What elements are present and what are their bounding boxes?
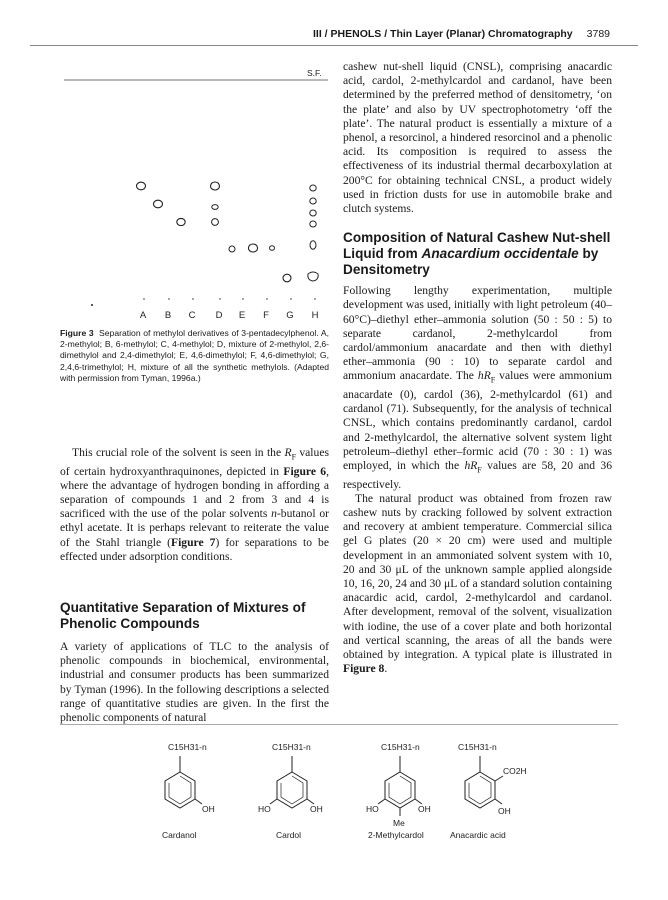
- paragraph-solvent-role: This crucial role of the solvent is seen in the $R_F$ values of certain hydroxyanthraquinones, depicted in Figure 6, where the advantage of hydrogen bonding in affording a separation of compounds 1 and 2 from 3 and 4 is sacrificed with the use of the polar solvents n-butanol or ethyl acetate. It is perhaps relevant to reiterate the value of the Stahl triangle (Figure 7) for separations to be effected under adsorption conditions.: [60, 446, 329, 563]
- lane-label-d: D: [215, 310, 223, 321]
- right-column: [343, 60, 612, 676]
- cardol-oh: OH: [310, 804, 323, 814]
- methylcardol-ho: HO: [366, 804, 379, 814]
- anacardic-chain: C15H31-n: [458, 742, 497, 752]
- paragraph-natural-product: The natural product was obtained from frozen raw cashew nuts by cracking followed by solvent extraction and recovery at ambient temperature. Commercial silica gel G plates (20 × 20 cm) were used and multiple development in an ammoniated solvent system with 10, 20 and 30 μL of the unknown sample applied alongside 10, 16, 20, 24 and 30 μL of a standard solution containing anacardic acid, cardol, 2-methylcardol and cardanol. After development, removal of the solvent, visualization with iodine, the use of a cover plate and both horizontal and vertical scanning, the areas of all the bands were obtained by integration. A typical plate is illustrated in Figure 8.: [343, 491, 612, 676]
- cardol-ring: [277, 772, 307, 808]
- page-number: 3789: [586, 28, 610, 40]
- cardol-ho: HO: [258, 804, 271, 814]
- anacardic-acid-ring: [465, 772, 495, 808]
- paragraph-applications: A variety of applications of TLC to the analysis of phenolic compounds in biochemical, environmental, industrial and consumer products has been summarized by Tyman (1996). In the following descriptions a selected range of quantitative studies are given. In the first the phenolic components of natural: [60, 639, 329, 724]
- lane-label-b: B: [164, 310, 172, 321]
- methylcardol-ring: [385, 772, 415, 808]
- structures-drawing: [140, 734, 560, 844]
- methylcardol-chain: C15H31-n: [381, 742, 420, 752]
- solvent-front-label: S.F.: [307, 68, 322, 78]
- lane-label-g: G: [286, 310, 294, 321]
- section-heading-quantitative: Quantitative Separation of Mixtures of Phenolic Compounds: [60, 599, 306, 631]
- caption-text: Separation of methylol derivatives of 3-pentadecylphenol. A, 2-methylol; B, 6-methylol; C, 4-methylol; D, mixture of 2-methylol, 2,6-dimethylol and 2,4-dimethylol; E, 4,6-dimethylol; F, 4,6-dimethylol; G, 2,4,6-trimethylol; H, mixture of all the synthetic methylols. (Adapted with permission from Tyman, 1996a.): [60, 328, 329, 383]
- figure-divider: [60, 724, 618, 725]
- cardanol-name: Cardanol: [162, 830, 197, 840]
- cardol-name: Cardol: [276, 830, 302, 840]
- cardanol-oh: OH: [202, 804, 215, 814]
- left-column: [60, 60, 329, 725]
- paragraph-cnsl: cashew nut-shell liquid (CNSL), comprising anacardic acid, cardol, 2-methylcardol and cardanol, have been determined by the preferred method of densitometry, ‘on the plate’ and also by UV spectrophotometry ‘off the plate’. The natural product is essentially a mixture of a phenol, a resorcinol, a hindered resorcinol and a phenolic acid. Its composition is required to assess the effectiveness of its industrial thermal decarboxylation at 200°C for obtaining technical CNSL, a product widely used in friction dusts for use in automobile brake and clutch systems.: [343, 60, 612, 216]
- cardanol-chain: C15H31-n: [168, 742, 207, 752]
- header-rule: [30, 45, 638, 46]
- methylcardol-name: 2-Methylcardol: [368, 830, 424, 840]
- figure-3-caption: [60, 328, 329, 384]
- caption-label: Figure 3: [60, 328, 94, 338]
- cardol-chain: C15H31-n: [272, 742, 311, 752]
- lane-label-e: E: [238, 310, 246, 321]
- lane-label-c: C: [188, 310, 196, 321]
- running-head-title: III / PHENOLS / Thin Layer (Planar) Chromatography: [313, 28, 573, 40]
- methylcardol-oh: OH: [418, 804, 431, 814]
- lane-label-f: F: [263, 310, 269, 321]
- anacardic-oh: OH: [498, 806, 511, 816]
- cardanol-ring: [165, 772, 195, 808]
- anacardic-name: Anacardic acid: [450, 830, 506, 840]
- section-heading-composition: Composition of Natural Cashew Nut-shell Liquid from Anacardium occidentale by Densitometry: [343, 230, 611, 278]
- lane-label-a: A: [139, 310, 147, 321]
- paragraph-multiple-development: Following lengthy experimentation, multiple development was used, initially with light petroleum (40–60°C)–diethyl ether–ammonia solution (50 : 50 : 5) to separate cardanol, 2-methylcardol from cardol/ammonium anacardate and then with diethyl ether–ammonia (90 : 10) to separate cardol and ammonium anacardate. The $hR_F$ values were ammonium anacardate (0), cardol (36), 2-methylcardol (61) and cardanol (71). Subsequently, for the analysis of technical CNSL, which contains predominantly cardanol, cardol and 2-methylcardol, the alternative solvent system light petroleum–diethyl ether–formic acid (70 : 30 : 1) was employed, in which the $hR_F$ values are 58, 20 and 36 respectively.: [343, 284, 612, 491]
- chemical-structures: [140, 734, 560, 844]
- running-head: [313, 28, 610, 40]
- lane-label-h: H: [311, 310, 319, 321]
- methylcardol-me: Me: [393, 818, 405, 828]
- anacardic-co2h: CO2H: [503, 766, 527, 776]
